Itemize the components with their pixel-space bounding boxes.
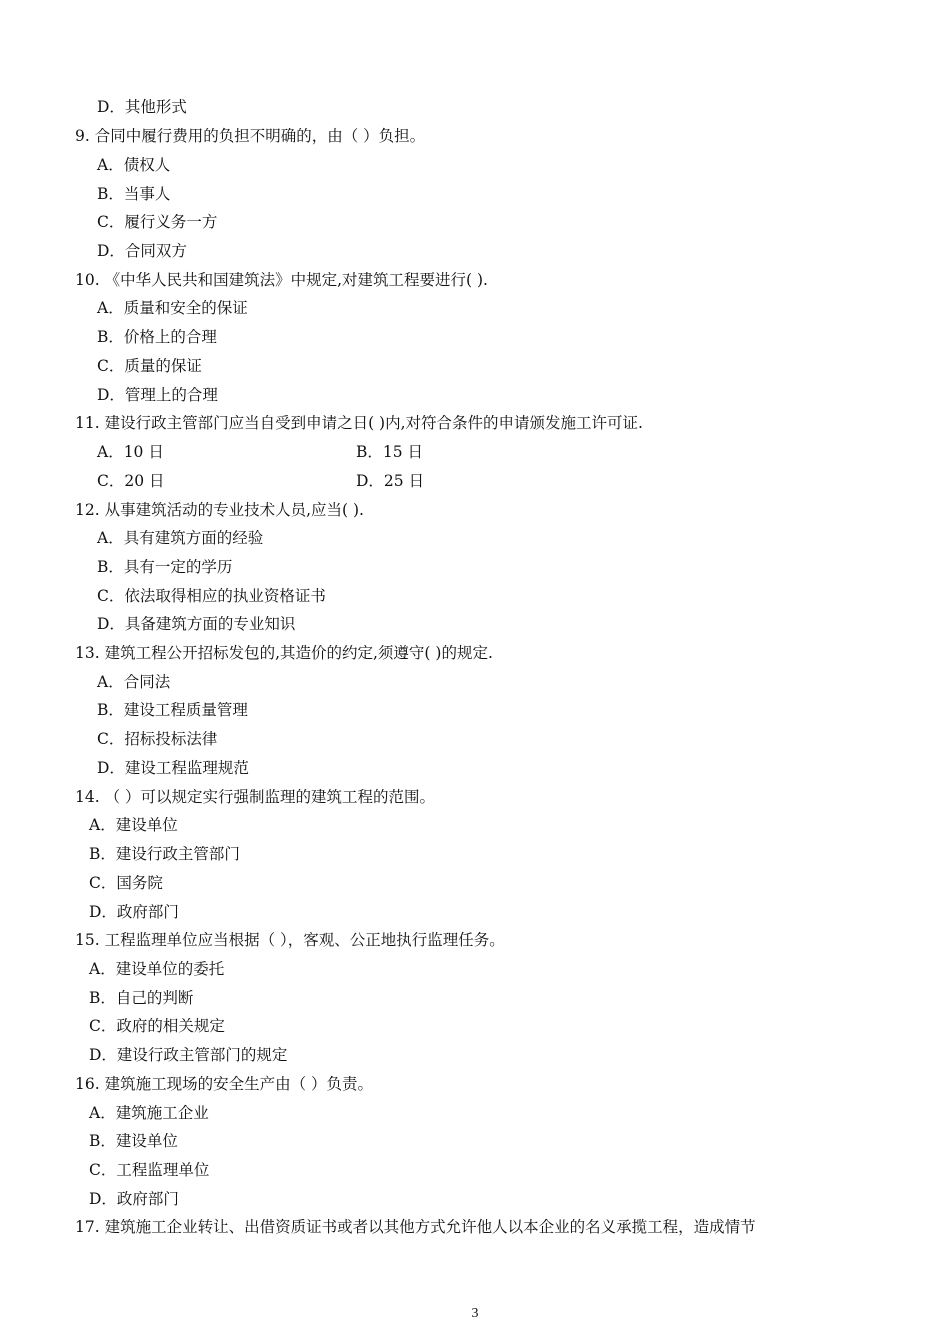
option-12a: A．具有建筑方面的经验 [97, 529, 264, 547]
option-14b: B．建设行政主管部门 [89, 845, 240, 863]
option-10c: C．质量的保证 [97, 357, 202, 375]
option-12b: B．具有一定的学历 [97, 558, 233, 576]
option-9d: D．合同双方 [97, 242, 187, 260]
option-15d: D．建设行政主管部门的规定 [89, 1046, 288, 1064]
option-10d: D．管理上的合理 [97, 386, 218, 404]
question-13: 13. 建筑工程公开招标发包的,其造价的约定,须遵守( )的规定. [75, 644, 493, 662]
option-12c: C．依法取得相应的执业资格证书 [97, 587, 326, 605]
option-9c: C．履行义务一方 [97, 213, 218, 231]
option-16b: B．建设单位 [89, 1132, 178, 1150]
question-14: 14. （ ）可以规定实行强制监理的建筑工程的范围。 [75, 788, 436, 806]
option-9a: A．债权人 [97, 156, 171, 174]
option-15c: C．政府的相关规定 [89, 1017, 225, 1035]
question-12: 12. 从事建筑活动的专业技术人员,应当( ). [75, 501, 364, 519]
option-8d: D．其他形式 [97, 98, 187, 116]
question-17: 17. 建筑施工企业转让、出借资质证书或者以其他方式允许他人以本企业的名义承揽工程，造成情节 [75, 1218, 756, 1236]
option-13c: C．招标投标法律 [97, 730, 218, 748]
option-16d: D．政府部门 [89, 1190, 179, 1208]
option-15b: B．自己的判断 [89, 989, 194, 1007]
option-11b: B．15 日 [356, 443, 424, 461]
option-14d: D．政府部门 [89, 903, 179, 921]
question-9: 9. 合同中履行费用的负担不明确的，由（ ）负担。 [75, 127, 426, 145]
option-11d: D．25 日 [356, 472, 425, 490]
option-10a: A．质量和安全的保证 [97, 299, 248, 317]
page-number: 3 [471, 1306, 479, 1321]
option-14a: A．建设单位 [89, 816, 178, 834]
question-11: 11. 建设行政主管部门应当自受到申请之日( )内,对符合条件的申请颁发施工许可证. [75, 414, 643, 432]
option-10b: B．价格上的合理 [97, 328, 217, 346]
option-13d: D．建设工程监理规范 [97, 759, 249, 777]
question-16: 16. 建筑施工现场的安全生产由（ ）负责。 [75, 1075, 374, 1093]
option-9b: B．当事人 [97, 185, 171, 203]
option-11c: C．20 日 [97, 472, 165, 490]
question-10: 10. 《中华人民共和国建筑法》中规定,对建筑工程要进行( ). [75, 271, 488, 289]
option-16a: A．建筑施工企业 [89, 1104, 209, 1122]
option-12d: D．具备建筑方面的专业知识 [97, 615, 296, 633]
option-16c: C．工程监理单位 [89, 1161, 210, 1179]
option-11a: A．10 日 [97, 443, 164, 461]
option-13b: B．建设工程质量管理 [97, 701, 248, 719]
option-15a: A．建设单位的委托 [89, 960, 225, 978]
option-14c: C．国务院 [89, 874, 163, 892]
option-13a: A．合同法 [97, 673, 171, 691]
question-15: 15. 工程监理单位应当根据（ ），客观、公正地执行监理任务。 [75, 931, 505, 949]
